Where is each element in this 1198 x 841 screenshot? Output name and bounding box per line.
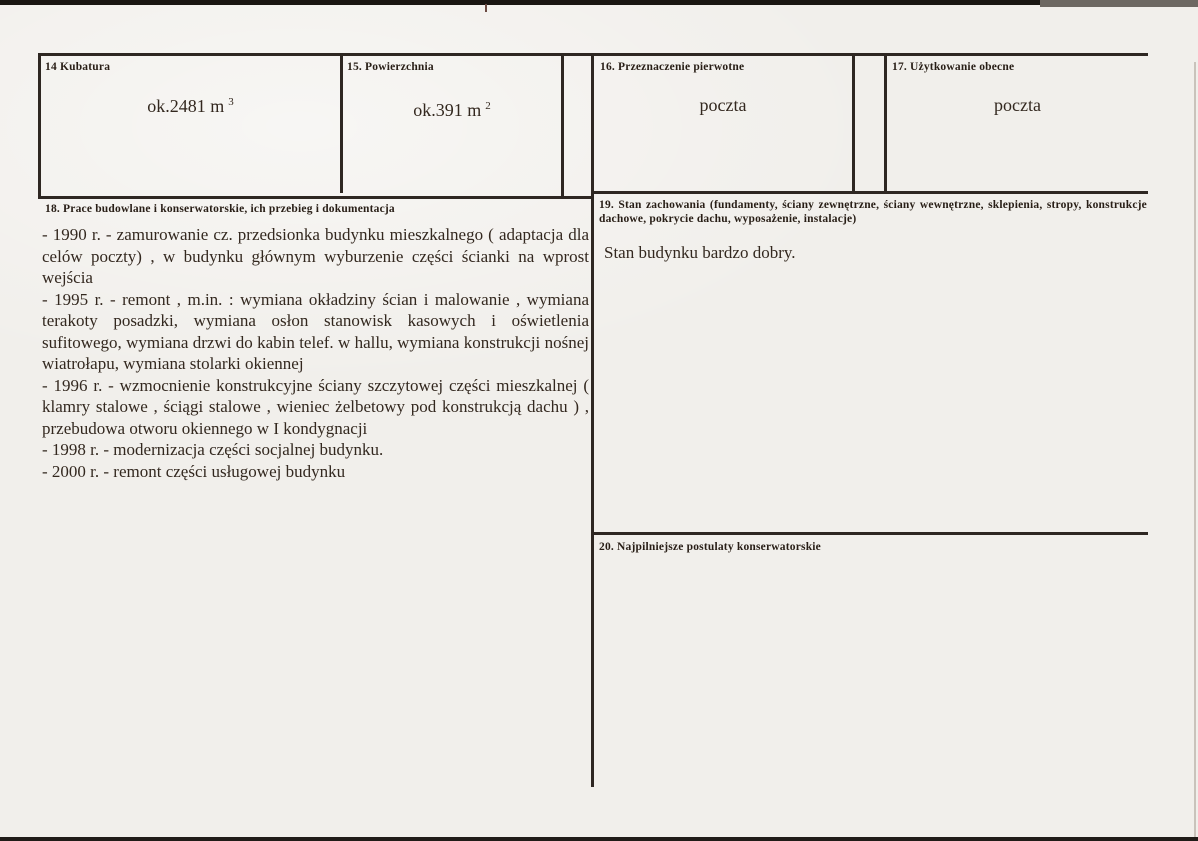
- divider-14-15: [340, 53, 343, 193]
- field-14-value: [41, 96, 340, 117]
- field-19-label: 19. Stan zachowania (fundamenty, ściany zewnętrzne, ściany wewnętrzne, sklepienia, stropy, konstrukcje dachowe, pokrycie dachu, wyposażenie, instalacje): [599, 199, 1147, 225]
- scan-edge-right: [1194, 62, 1196, 837]
- work-history-entry: - 1990 r. - zamurowanie cz. przedsionka budynku mieszkalnego ( adaptacja dla celów poczty) , w budynku głównym wyburzenie części ścianki na wprost wejścia: [42, 225, 589, 287]
- field-15-value: [343, 100, 561, 121]
- field-19-value: Stan budynku bardzo dobry.: [604, 243, 796, 262]
- fold-mark: [485, 4, 487, 12]
- work-history-entry: - 2000 r. - remont części usługowej budynku: [42, 461, 346, 481]
- section-20-top-border: [591, 532, 1148, 535]
- field-16-value: poczta: [699, 95, 747, 115]
- field-14-label: 14 Kubatura: [45, 61, 111, 73]
- field-16-label: 16. Przeznaczenie pierwotne: [600, 61, 745, 73]
- field-17-value: poczta: [994, 95, 1041, 115]
- field-17-label: 17. Użytkowanie obecne: [892, 61, 1015, 73]
- field-15-value-text: ok.391 m: [413, 100, 482, 120]
- scan-edge-top: [0, 0, 1198, 5]
- scan-edge-top-right: [1040, 0, 1198, 7]
- section-19-top-border: [591, 191, 1148, 194]
- cell-17-left-border: [884, 53, 887, 194]
- section-18-top-border: [38, 196, 594, 199]
- field-15-label: 15. Powierzchnia: [347, 61, 434, 73]
- scan-edge-bottom: [0, 837, 1198, 841]
- work-history-entry: - 1995 r. - remont , m.in. : wymiana okładziny ścian i malowanie , wymiana terakoty posadzki, wymiana osłon stanowisk kasowych i oświetlenia sufitowego, wymiana drzwi do kabin telef. w hallu, wymiana konstrukcji nośnej wiatrołapu, wymiana stolarki okiennej: [42, 289, 589, 373]
- column-divider-center: [591, 53, 594, 787]
- field-14-value-text: ok.2481 m: [147, 96, 225, 116]
- field-18-label: 18. Prace budowlane i konserwatorskie, ich przebieg i dokumentacja: [45, 203, 395, 215]
- cell-16-right-border: [852, 53, 855, 194]
- field-15-value-exponent: 2: [485, 100, 491, 112]
- work-history-entry: - 1996 r. - wzmocnienie konstrukcyjne ściany szczytowej części mieszkalnej ( klamry stalowe , ściągi stalowe , wieniec żelbetowy pod konstrukcją dachu ) , przebudowa otworu okiennego w I kondygnacji: [42, 375, 589, 438]
- field-14-value-exponent: 3: [228, 96, 234, 108]
- table-border-left: [38, 53, 41, 199]
- cell-15-right-border: [561, 53, 564, 199]
- field-18-body: [42, 224, 589, 482]
- work-history-entry: - 1998 r. - modernizacja części socjalnej budynku.: [42, 440, 384, 459]
- field-20-label: 20. Najpilniejsze postulaty konserwatorskie: [599, 541, 821, 553]
